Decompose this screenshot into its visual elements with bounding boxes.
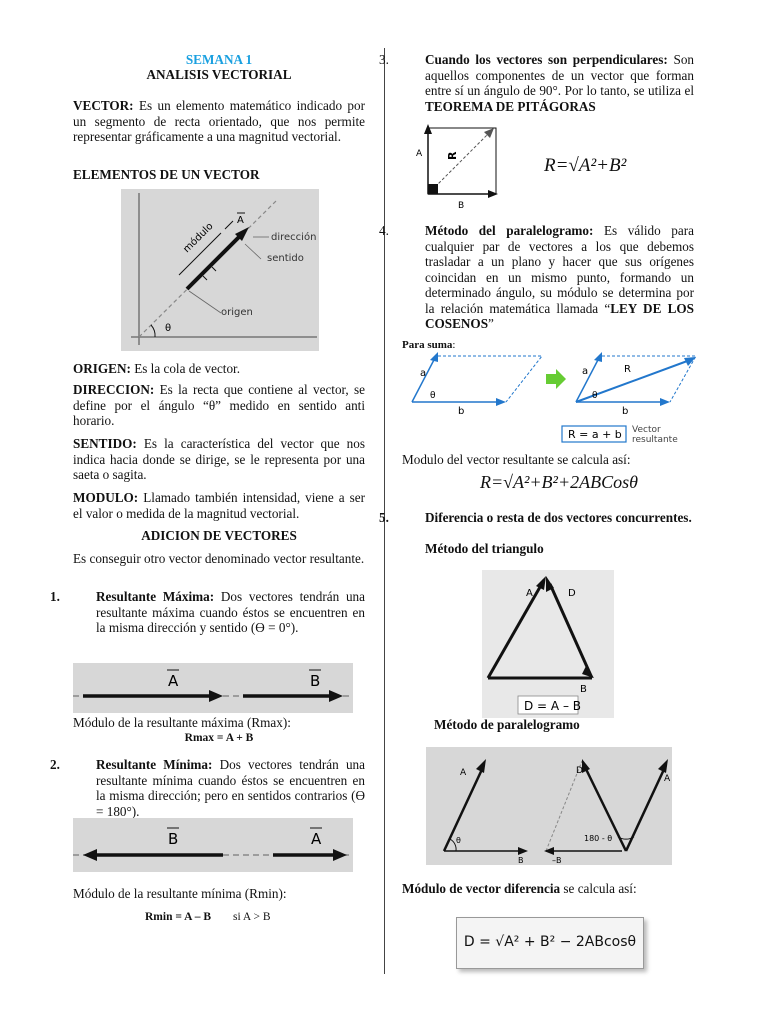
parallelogram-sum-figure xyxy=(406,352,696,444)
vector-a-label-2: a xyxy=(582,366,589,377)
item-diferencia: 5. Diferencia o resta de dos vectores concurrentes. xyxy=(379,510,692,525)
direccion-text: DIRECCION: Es la recta que contiene al vector, se define por el ángulo “θ” medido en sentido anti horario. xyxy=(73,382,365,428)
theta-label: θ xyxy=(456,836,461,845)
para-suma-label: Para suma: xyxy=(402,339,456,351)
vector-b-label: B xyxy=(310,672,321,690)
origen-label: origen xyxy=(221,307,253,318)
vector-a-label: A xyxy=(526,588,533,599)
vector-a-label: a xyxy=(420,368,427,379)
vector-r-label: R xyxy=(446,151,459,160)
parallelogram-diff-figure xyxy=(426,747,672,865)
vector-b-label: B xyxy=(518,856,524,865)
max-resultant-figure xyxy=(73,663,353,713)
vector-a-label: A xyxy=(168,672,179,690)
vector-b-label: b xyxy=(458,406,465,417)
theta-label: θ xyxy=(430,391,436,401)
vector-a-label: A xyxy=(311,830,322,848)
vector-b-label: B xyxy=(168,830,179,848)
adicion-text: Es conseguir otro vector denominado vector resultante. xyxy=(73,551,365,566)
modulo-resultante-label: Modulo del vector resultante se calcula así: xyxy=(402,452,631,467)
rmin-formula-line: Rmin = A – B si A > B xyxy=(145,911,271,923)
sentido-label: sentido xyxy=(267,253,304,264)
elements-title: ELEMENTOS DE UN VECTOR xyxy=(73,167,260,182)
rmin-label: Módulo de la resultante mínima (Rmin): xyxy=(73,886,287,901)
origen-text: ORIGEN: Es la cola de vector. xyxy=(73,361,241,376)
cosine-law-formula: R=√A²+B²+2ABCosθ xyxy=(480,472,638,492)
vector-b-label: B xyxy=(580,684,587,695)
modulo-diferencia-label: Módulo de vector diferencia se calcula así: xyxy=(402,881,637,896)
difference-formula-box xyxy=(456,917,644,969)
rmax-label: Módulo de la resultante máxima (Rmax): xyxy=(73,715,291,730)
vector-note-1: Vector xyxy=(632,425,661,435)
theta-label: θ xyxy=(165,323,172,334)
vector-r-label: R xyxy=(624,364,631,375)
vector-a-label: A xyxy=(460,768,467,778)
min-resultant-figure xyxy=(73,818,353,872)
triangle-method-title: Método del triangulo xyxy=(425,541,544,556)
vector-a-label: A xyxy=(416,149,423,159)
item-perpendiculares: 3. Cuando los vectores son perpendiculares: Son aquellos componentes de un vector que forman entre sí un ángulo de 90°. Por lo tanto, se utiliza el TEOREMA DE PITÁGORAS xyxy=(379,52,695,114)
vector-note-2: resultante xyxy=(632,435,678,444)
vector-d-label: D xyxy=(576,766,583,776)
vector-d-label: D xyxy=(568,588,576,599)
adicion-title: ADICION DE VECTORES xyxy=(141,528,297,543)
modulo-text: MODULO: Llamado también intensidad, viene a ser el valor o medida de la magnitud vectorial. xyxy=(73,490,365,521)
difference-box: D = A – B xyxy=(524,699,581,713)
sentido-text: SENTIDO: Es la característica del vector que nos indica hacia donde se dirige, se le representa por una saeta o sagita. xyxy=(73,436,365,482)
vector-b-label: B xyxy=(458,201,465,210)
direccion-label: dirección xyxy=(271,232,317,243)
theta-label-2: θ xyxy=(592,391,598,401)
vector-definition: VECTOR: Es un elemento matemático indicado por un segmento de recta orientado, que nos permite representar gráficamente a una magnitud vectorial. xyxy=(73,98,365,144)
perpendicular-figure xyxy=(404,122,504,210)
page-title: ANALISIS VECTORIAL xyxy=(146,67,292,82)
sum-box: R = a + b xyxy=(568,428,622,441)
vector-elements-figure xyxy=(121,189,319,351)
vector-a-label-2: A xyxy=(664,774,671,784)
vector-a-label: A xyxy=(237,215,244,226)
item-resultante-minima: 2. Resultante Mínima: Dos vectores tendrán una resultante mínima cuando éstos se encuentren en la misma dirección; pero en sentidos contrarios (Ɵ = 180°). xyxy=(50,757,365,819)
par-method-title: Método de paralelogramo xyxy=(434,717,580,732)
vector-minus-b-label: –B xyxy=(552,856,562,865)
triangle-figure xyxy=(482,570,614,718)
rmax-formula: Rmax = A + B xyxy=(184,732,254,744)
vector-b-label-2: b xyxy=(622,406,629,417)
pythagoras-formula: R=√A²+B² xyxy=(544,155,627,176)
week-heading: SEMANA 1 xyxy=(185,52,253,67)
item-resultante-maxima: 1. Resultante Máxima: Dos vectores tendrán una resultante máxima cuando éstos se encuentren en la misma dirección y sentido (Ɵ = 0°). xyxy=(50,589,365,635)
difference-formula: D = √A² + B² − 2ABcosθ xyxy=(463,934,637,950)
item-paralelogramo: 4. Método del paralelogramo: Es válido para cualquier par de vectores a los que debemos trasladar a un plano y hacer que sus orígenes coincidan en un mismo punto, formando un determinado ángulo, su módulo se determina por la relación matemática llamada “LEY DE LOS COSENOS” xyxy=(379,223,695,331)
modulo-label: módulo xyxy=(181,220,216,256)
angle-label: 180 - θ xyxy=(584,834,613,843)
